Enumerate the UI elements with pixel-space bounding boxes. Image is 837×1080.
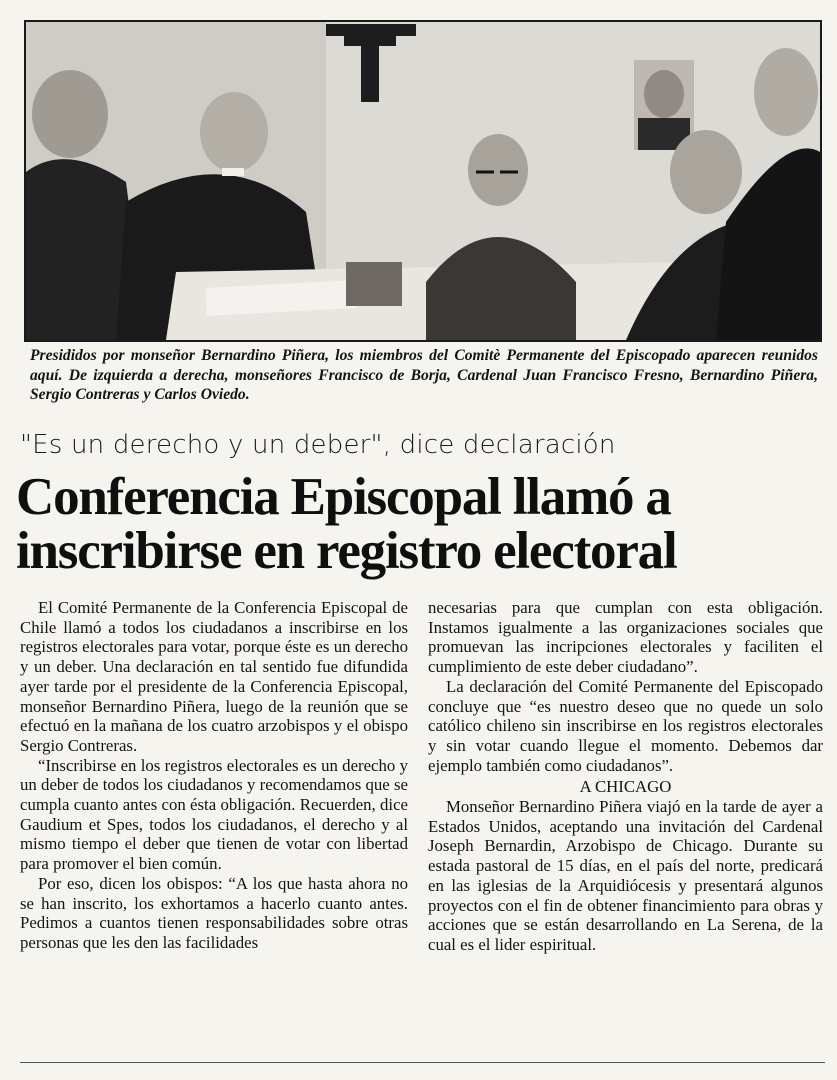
paragraph: Monseñor Bernardino Piñera viajó en la tarde de ayer a Estados Unidos, aceptando una invitación del Cardenal Joseph Bernardin, Arzobispo de Chicago. Durante su estada pastoral de 15 días, en el país del norte, predicará en las iglesias de la Arquidiócesis y presentará algunos proyectos con el fin de obtener financimiento para obras y acciones que se están desarrollando en La Serena, de la cual es el lider espiritual. [428, 797, 823, 954]
paragraph: “Inscribirse en los registros electorales es un derecho y un deber de todos los ciudadanos y recomendamos que se cumpla cuanto antes con ésta obligación. Recuerden, dice Gaudium et Spes, todos los ciudadanos, el derecho y al mismo tiempo el deber que tienen de votar con libertad para promover el bien común. [20, 755, 408, 874]
paragraph: necesarias para que cumplan con esta obligación. Instamos igualmente a las organizaciones sociales que promuevan las incripciones electorales y faciliten el cumplimiento de este deber ciudadano”. [428, 598, 823, 677]
bottom-rule [20, 1062, 825, 1063]
paragraph: Por eso, dicen los obispos: “A los que hasta ahora no se han inscrito, los exhortamos a hacerlo cuanto antes. Pedimos a cuantos tienen responsabilidades sobre otras personas que les den las facilidades [20, 873, 408, 952]
paragraph: El Comité Permanente de la Conferencia Episcopal de Chile llamó a todos los ciudadanos a inscribirse en los registros electorales para votar, porque éste es un derecho y un deber. Una declaración en tal sentido fue difundida ayer tarde por el presidente de la Conferencia Episcopal, monseñor Bernardino Piñera, luego de la reunión que se efectuó en la mañana de los cuatro arzobispos y el obispo Sergio Contreras. [20, 598, 408, 755]
photo-caption: Presididos por monseñor Bernardino Piñera, los miembros del Comitè Permanente del Episcopado aparecen reunidos aquí. De izquierda a derecha, monseñores Francisco de Borja, Cardenal Juan Francisco Fresno, Bernardino Piñera, Sergio Contreras y Carlos Oviedo. [30, 347, 818, 403]
paragraph: La declaración del Comité Permanente del Episcopado concluye que “es nuestro deseo que no quede un solo católico chileno sin inscribirse en los registros electorales y sin votar cuando llegue el momento. Debemos dar ejemplo también como ciudadanos”. [428, 676, 823, 775]
kicker-line: "Es un derecho y un deber", dice declaración [20, 430, 616, 460]
group-photo [24, 20, 822, 342]
article-column-right [428, 598, 823, 955]
photo-illustration [26, 22, 820, 340]
headline: Conferencia Episcopal llamó a inscribirse en registro electoral [16, 468, 677, 580]
article-column-left [20, 598, 408, 953]
subhead: A CHICAGO [579, 777, 672, 797]
